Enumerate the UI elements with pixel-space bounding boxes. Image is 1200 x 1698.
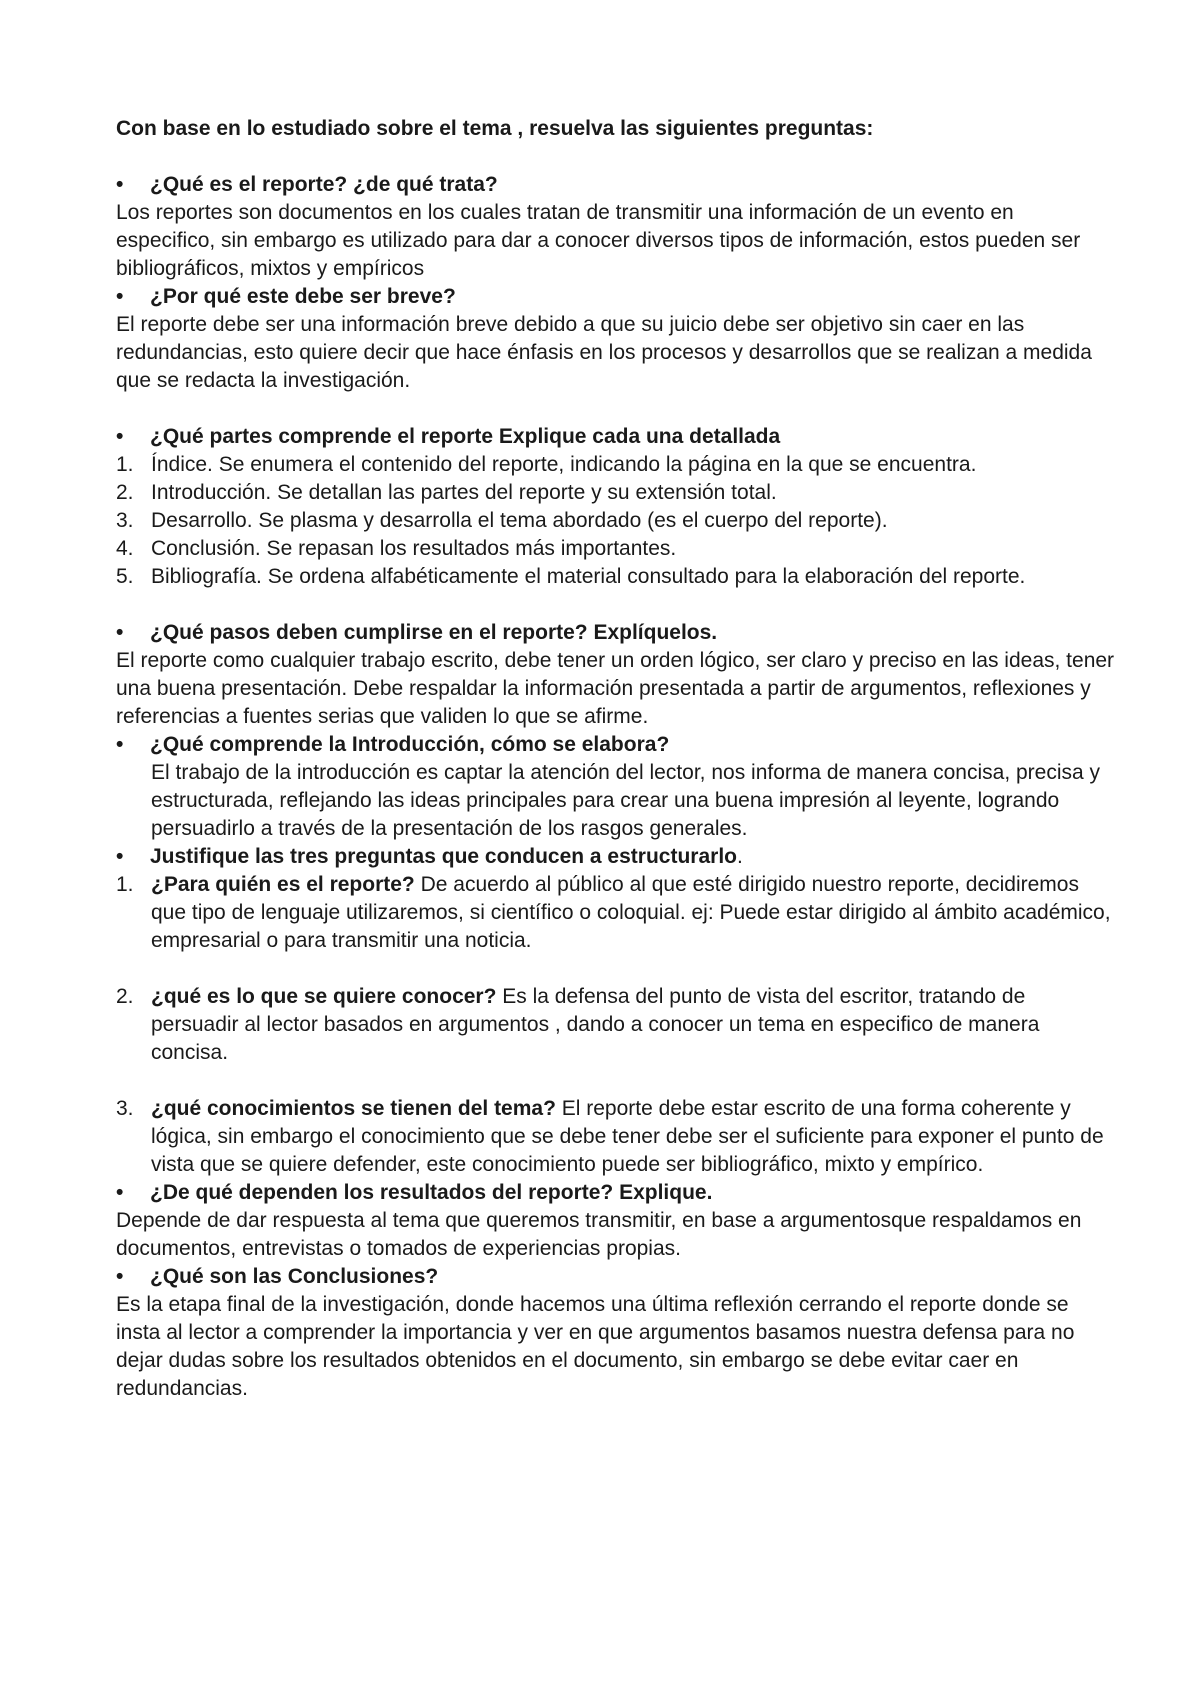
bullet-icon: •: [116, 425, 124, 448]
answer-7: Depende de dar respuesta al tema que queremos transmitir, en base a argumentosque respaldamos en documentos, entrevistas o tomados de experiencias propias.: [116, 1209, 1082, 1260]
list-number: 3.: [116, 1097, 134, 1120]
bullet-icon: •: [116, 1265, 124, 1288]
question-6-period: .: [736, 845, 743, 868]
list-number: 5.: [116, 565, 134, 588]
list-item: [116, 507, 1116, 535]
question-2-text: ¿Por qué este debe ser breve?: [150, 285, 456, 308]
question-6-text: Justifique las tres preguntas que conducen a estructurarlo: [150, 845, 737, 868]
bullet-icon: •: [116, 285, 124, 308]
answer-2: El reporte debe ser una información breve debido a que su juicio debe ser objetivo sin caer en las redundancias, esto quiere decir que hace énfasis en los procesos y desarrollos que se realizan a medida que se redacta la investigación.: [116, 313, 1092, 392]
list-number: 3.: [116, 509, 134, 532]
list-number: 2.: [116, 481, 134, 504]
question-2: [116, 283, 1116, 311]
question-6: [116, 843, 1116, 871]
list-item-text: De acuerdo al público al que esté dirigido nuestro reporte, decidiremos que tipo de lenguaje utilizaremos, si científico o coloquial. ej: Puede estar dirigido al ámbito académico, empresarial o para transmitir una noticia.: [151, 873, 1111, 952]
bullet-icon: •: [116, 621, 124, 644]
list-number: 1.: [116, 453, 134, 476]
bullet-icon: •: [116, 733, 124, 756]
list-item-label: ¿qué es lo que se quiere conocer?: [151, 985, 497, 1008]
list-item: [116, 479, 1116, 507]
question-3: [116, 423, 1116, 451]
question-1: [116, 171, 1116, 199]
bullet-icon: •: [116, 173, 124, 196]
answer-1: Los reportes son documentos en los cuales tratan de transmitir una información de un evento en especifico, sin embargo es utilizado para dar a conocer diversos tipos de información, estos pueden ser bibliográficos, mixtos y empíricos: [116, 201, 1081, 280]
list-item: [116, 1095, 1116, 1179]
question-1-text: ¿Qué es el reporte? ¿de qué trata?: [150, 173, 498, 196]
bullet-icon: •: [116, 1181, 124, 1204]
document-page: [116, 112, 1116, 1403]
question-3-text: ¿Qué partes comprende el reporte Explique cada una detallada: [150, 425, 781, 448]
list-item: [116, 983, 1116, 1067]
list-item: [116, 563, 1116, 591]
list-number: 4.: [116, 537, 134, 560]
question-4: [116, 619, 1116, 647]
answer-5: El trabajo de la introducción es captar la atención del lector, nos informa de manera concisa, precisa y estructurada, reflejando las ideas principales para crear una buena impresión al leyente, logrando persuadirlo a través de la presentación de los rasgos generales.: [151, 761, 1101, 840]
question-5: [116, 731, 1116, 759]
list-item-text: Bibliografía. Se ordena alfabéticamente el material consultado para la elaboración del reporte.: [151, 565, 1026, 588]
question-8: [116, 1263, 1116, 1291]
intro-heading: Con base en lo estudiado sobre el tema , resuelva las siguientes preguntas:: [116, 117, 874, 140]
list-number: 1.: [116, 873, 134, 896]
list-item: [116, 871, 1116, 955]
question-5-text: ¿Qué comprende la Introducción, cómo se elabora?: [150, 733, 670, 756]
list-item-label: ¿qué conocimientos se tienen del tema?: [151, 1097, 556, 1120]
answer-4: El reporte como cualquier trabajo escrito, debe tener un orden lógico, ser claro y preciso en las ideas, tener una buena presentación. Debe respaldar la información presentada a partir de argumentos, reflexiones y referencias a fuentes serias que validen lo que se afirme.: [116, 649, 1115, 728]
list-item-text: El reporte debe estar escrito de una forma coherente y lógica, sin embargo el conocimiento que se debe tener debe ser el suficiente para exponer el punto de vista que se quiere defender, este conocimiento puede ser bibliográfico, mixto y empírico.: [151, 1097, 1104, 1176]
answer-8: Es la etapa final de la investigación, donde hacemos una última reflexión cerrando el reporte donde se insta al lector a comprender la importancia y ver en que argumentos basamos nuestra defensa para no dejar dudas sobre los resultados obtenidos en el documento, sin embargo se debe evitar caer en redundancias.: [116, 1293, 1075, 1400]
question-4-text: ¿Qué pasos deben cumplirse en el reporte? Explíquelos.: [150, 621, 718, 644]
list-number: 2.: [116, 985, 134, 1008]
list-item-label: ¿Para quién es el reporte?: [151, 873, 415, 896]
list-item-text: Índice. Se enumera el contenido del reporte, indicando la página en la que se encuentra.: [151, 453, 977, 476]
list-item-text: Desarrollo. Se plasma y desarrolla el tema abordado (es el cuerpo del reporte).: [151, 509, 888, 532]
list-item: [116, 535, 1116, 563]
question-7-text: ¿De qué dependen los resultados del reporte? Explique.: [150, 1181, 713, 1204]
bullet-icon: •: [116, 845, 124, 868]
question-8-text: ¿Qué son las Conclusiones?: [150, 1265, 439, 1288]
list-item-text: Es la defensa del punto de vista del escritor, tratando de persuadir al lector basados en argumentos , dando a conocer un tema en especifico de manera concisa.: [151, 985, 1040, 1064]
question-7: [116, 1179, 1116, 1207]
list-item-text: Conclusión. Se repasan los resultados más importantes.: [151, 537, 677, 560]
list-item-text: Introducción. Se detallan las partes del reporte y su extensión total.: [151, 481, 777, 504]
list-item: [116, 451, 1116, 479]
